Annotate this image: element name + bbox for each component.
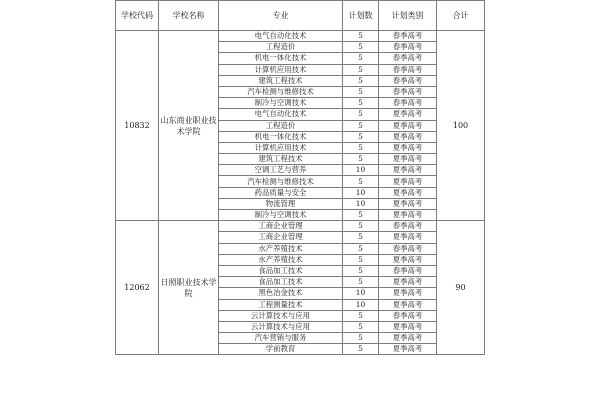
plan-count-cell: 5 [343,86,379,97]
plan-count-cell: 5 [343,310,379,321]
plan-count-cell: 5 [343,232,379,243]
school-total-cell: 90 [437,221,485,355]
major-cell: 制冷与空调技术 [219,98,343,109]
plan-count-cell: 5 [343,277,379,288]
major-cell: 计算机应用技术 [219,142,343,153]
plan-category-cell: 夏季高考 [379,120,437,131]
major-cell: 机电一体化技术 [219,53,343,64]
major-cell: 机电一体化技术 [219,131,343,142]
plan-count-cell: 5 [343,154,379,165]
plan-category-cell: 春季高考 [379,265,437,276]
plan-count-cell: 10 [343,198,379,209]
plan-count-cell: 5 [343,254,379,265]
plan-count-cell: 5 [343,53,379,64]
major-cell: 工商企业管理 [219,221,343,232]
plan-category-cell: 夏季高考 [379,321,437,332]
major-cell: 药品质量与安全 [219,187,343,198]
plan-category-cell: 春季高考 [379,98,437,109]
enrollment-table-container [115,0,484,355]
major-cell: 制冷与空调技术 [219,210,343,221]
plan-category-cell: 夏季高考 [379,176,437,187]
plan-category-cell: 夏季高考 [379,299,437,310]
plan-category-cell: 春季高考 [379,64,437,75]
plan-category-cell: 春季高考 [379,86,437,97]
major-cell: 空调工艺与营养 [219,165,343,176]
plan-category-cell: 夏季高考 [379,165,437,176]
plan-count-cell: 10 [343,165,379,176]
major-cell: 汽车营销与服务 [219,333,343,344]
plan-count-cell: 5 [343,98,379,109]
plan-count-cell: 10 [343,187,379,198]
major-cell: 计算机应用技术 [219,64,343,75]
plan-count-cell: 5 [343,42,379,53]
enrollment-plan-table [115,0,485,355]
school-name-cell: 山东商业职业技术学院 [159,31,219,221]
plan-category-cell: 夏季高考 [379,187,437,198]
school-total-cell: 100 [437,31,485,221]
plan-category-cell: 春季高考 [379,42,437,53]
plan-count-cell: 5 [343,210,379,221]
major-cell: 食品加工技术 [219,277,343,288]
plan-category-cell: 夏季高考 [379,198,437,209]
plan-count-cell: 5 [343,75,379,86]
major-cell: 水产养殖技术 [219,254,343,265]
page-bottom-edge [115,395,484,400]
plan-count-cell: 5 [343,31,379,42]
plan-category-cell: 春季高考 [379,243,437,254]
plan-category-cell: 夏季高考 [379,131,437,142]
plan-count-cell: 5 [343,176,379,187]
plan-count-cell: 5 [343,142,379,153]
school-code-cell: 12062 [116,221,159,355]
major-cell: 汽车检测与维修技术 [219,176,343,187]
plan-category-cell: 夏季高考 [379,254,437,265]
plan-category-cell: 春季高考 [379,310,437,321]
major-cell: 工程测量技术 [219,299,343,310]
school-name-cell: 日照职业技术学院 [159,221,219,355]
table-row [116,31,485,42]
header-school-code: 学校代码 [116,1,159,31]
table-header-row [116,1,485,31]
plan-category-cell: 夏季高考 [379,344,437,355]
table-row [116,221,485,232]
plan-count-cell: 5 [343,344,379,355]
major-cell: 食品加工技术 [219,265,343,276]
plan-category-cell: 夏季高考 [379,277,437,288]
major-cell: 物流管理 [219,198,343,209]
major-cell: 云计算技术与应用 [219,321,343,332]
major-cell: 黑色冶金技术 [219,288,343,299]
plan-count-cell: 5 [343,243,379,254]
plan-category-cell: 春季高考 [379,221,437,232]
plan-count-cell: 5 [343,109,379,120]
major-cell: 工程造价 [219,120,343,131]
school-code-cell: 10832 [116,31,159,221]
plan-count-cell: 10 [343,288,379,299]
major-cell: 电气自动化技术 [219,109,343,120]
major-cell: 建筑工程技术 [219,75,343,86]
plan-category-cell: 春季高考 [379,31,437,42]
plan-count-cell: 10 [343,299,379,310]
plan-category-cell: 夏季高考 [379,333,437,344]
header-major: 专业 [219,1,343,31]
major-cell: 汽车检测与维修技术 [219,86,343,97]
header-school-name: 学校名称 [159,1,219,31]
plan-count-cell: 5 [343,131,379,142]
plan-category-cell: 春季高考 [379,75,437,86]
plan-category-cell: 夏季高考 [379,109,437,120]
table-body [116,31,485,355]
plan-category-cell: 夏季高考 [379,154,437,165]
plan-count-cell: 5 [343,120,379,131]
major-cell: 工程造价 [219,42,343,53]
major-cell: 学前教育 [219,344,343,355]
plan-category-cell: 夏季高考 [379,232,437,243]
major-cell: 工商企业管理 [219,232,343,243]
header-plan-count: 计划数 [343,1,379,31]
plan-count-cell: 5 [343,321,379,332]
plan-category-cell: 夏季高考 [379,142,437,153]
plan-count-cell: 5 [343,265,379,276]
major-cell: 建筑工程技术 [219,154,343,165]
plan-count-cell: 5 [343,64,379,75]
plan-category-cell: 夏季高考 [379,288,437,299]
plan-category-cell: 夏季高考 [379,210,437,221]
major-cell: 电气自动化技术 [219,31,343,42]
header-plan-category: 计划类别 [379,1,437,31]
plan-count-cell: 5 [343,333,379,344]
major-cell: 云计算技术与应用 [219,310,343,321]
header-total: 合计 [437,1,485,31]
major-cell: 水产养殖技术 [219,243,343,254]
plan-category-cell: 春季高考 [379,53,437,64]
plan-count-cell: 5 [343,221,379,232]
